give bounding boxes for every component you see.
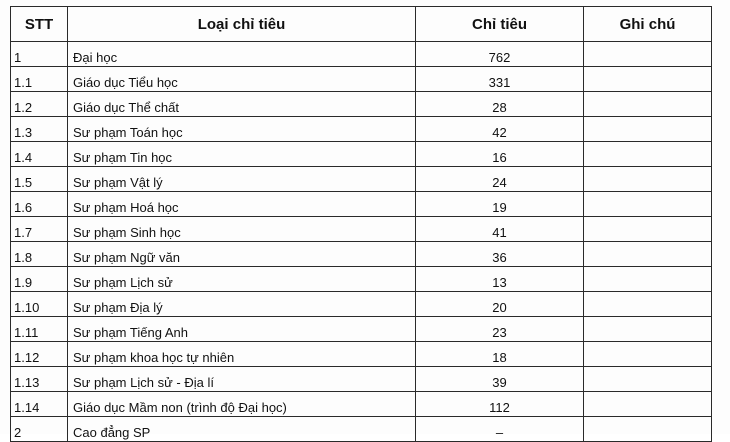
row-name-cell: Đại học (68, 42, 416, 67)
table-body (11, 42, 712, 442)
row-name-cell: Sư phạm Sinh học (68, 217, 416, 242)
row-name-cell: Giáo dục Tiểu học (68, 67, 416, 92)
row-note-cell (584, 242, 712, 267)
row-target-cell: 331 (416, 67, 584, 92)
row-stt-cell: 1.10 (11, 292, 68, 317)
row-target-cell: 28 (416, 92, 584, 117)
row-target-cell: 23 (416, 317, 584, 342)
row-stt-cell: 1.9 (11, 267, 68, 292)
header-note: Ghi chú (584, 7, 712, 42)
admission-quota-table (10, 6, 712, 442)
row-name-cell: Cao đẳng SP (68, 417, 416, 442)
row-stt-cell: 1.11 (11, 317, 68, 342)
row-name-cell: Sư phạm Vật lý (68, 167, 416, 192)
table-row (11, 367, 712, 392)
row-name-cell: Sư phạm Toán học (68, 117, 416, 142)
row-stt-cell: 1.3 (11, 117, 68, 142)
row-name-cell: Sư phạm Ngữ văn (68, 242, 416, 267)
header-quota-type: Loại chỉ tiêu (68, 7, 416, 42)
table-row (11, 142, 712, 167)
row-target-cell: 41 (416, 217, 584, 242)
row-stt-cell: 1.1 (11, 67, 68, 92)
row-name-cell: Sư phạm Lịch sử - Địa lí (68, 367, 416, 392)
row-note-cell (584, 117, 712, 142)
row-stt-cell: 1.8 (11, 242, 68, 267)
header-target: Chỉ tiêu (416, 7, 584, 42)
table-row (11, 67, 712, 92)
row-name-cell: Sư phạm Tiếng Anh (68, 317, 416, 342)
row-stt-cell: 1.7 (11, 217, 68, 242)
row-stt-cell: 1 (11, 42, 68, 67)
row-target-cell: 24 (416, 167, 584, 192)
row-note-cell (584, 42, 712, 67)
row-note-cell (584, 392, 712, 417)
row-note-cell (584, 192, 712, 217)
row-target-cell: 42 (416, 117, 584, 142)
row-target-cell: 16 (416, 142, 584, 167)
table-row (11, 342, 712, 367)
row-target-cell: 20 (416, 292, 584, 317)
row-name-cell: Giáo dục Thể chất (68, 92, 416, 117)
row-stt-cell: 1.6 (11, 192, 68, 217)
row-stt-cell: 1.12 (11, 342, 68, 367)
table-row (11, 292, 712, 317)
row-name-cell: Sư phạm Lịch sử (68, 267, 416, 292)
row-note-cell (584, 67, 712, 92)
row-note-cell (584, 342, 712, 367)
table-row (11, 392, 712, 417)
row-note-cell (584, 267, 712, 292)
row-stt-cell: 1.14 (11, 392, 68, 417)
table-row (11, 217, 712, 242)
row-note-cell (584, 292, 712, 317)
row-note-cell (584, 167, 712, 192)
row-note-cell (584, 142, 712, 167)
row-stt-cell: 1.2 (11, 92, 68, 117)
row-target-cell: 112 (416, 392, 584, 417)
table-row (11, 167, 712, 192)
row-note-cell (584, 217, 712, 242)
table-row (11, 267, 712, 292)
row-name-cell: Sư phạm Hoá học (68, 192, 416, 217)
row-stt-cell: 1.4 (11, 142, 68, 167)
row-stt-cell: 1.13 (11, 367, 68, 392)
row-name-cell: Sư phạm Địa lý (68, 292, 416, 317)
table-header-row (11, 7, 712, 42)
row-target-cell: 762 (416, 42, 584, 67)
table-row (11, 242, 712, 267)
row-stt-cell: 2 (11, 417, 68, 442)
row-target-cell: 39 (416, 367, 584, 392)
table-row (11, 417, 712, 442)
row-target-cell: – (416, 417, 584, 442)
table-row (11, 192, 712, 217)
row-target-cell: 13 (416, 267, 584, 292)
row-target-cell: 19 (416, 192, 584, 217)
row-target-cell: 36 (416, 242, 584, 267)
table-row (11, 42, 712, 67)
table-row (11, 117, 712, 142)
row-stt-cell: 1.5 (11, 167, 68, 192)
row-note-cell (584, 317, 712, 342)
row-note-cell (584, 367, 712, 392)
table-row (11, 92, 712, 117)
row-name-cell: Sư phạm khoa học tự nhiên (68, 342, 416, 367)
header-stt: STT (11, 7, 68, 42)
row-name-cell: Giáo dục Mầm non (trình độ Đại học) (68, 392, 416, 417)
row-name-cell: Sư phạm Tin học (68, 142, 416, 167)
row-note-cell (584, 417, 712, 442)
row-note-cell (584, 92, 712, 117)
table-row (11, 317, 712, 342)
row-target-cell: 18 (416, 342, 584, 367)
